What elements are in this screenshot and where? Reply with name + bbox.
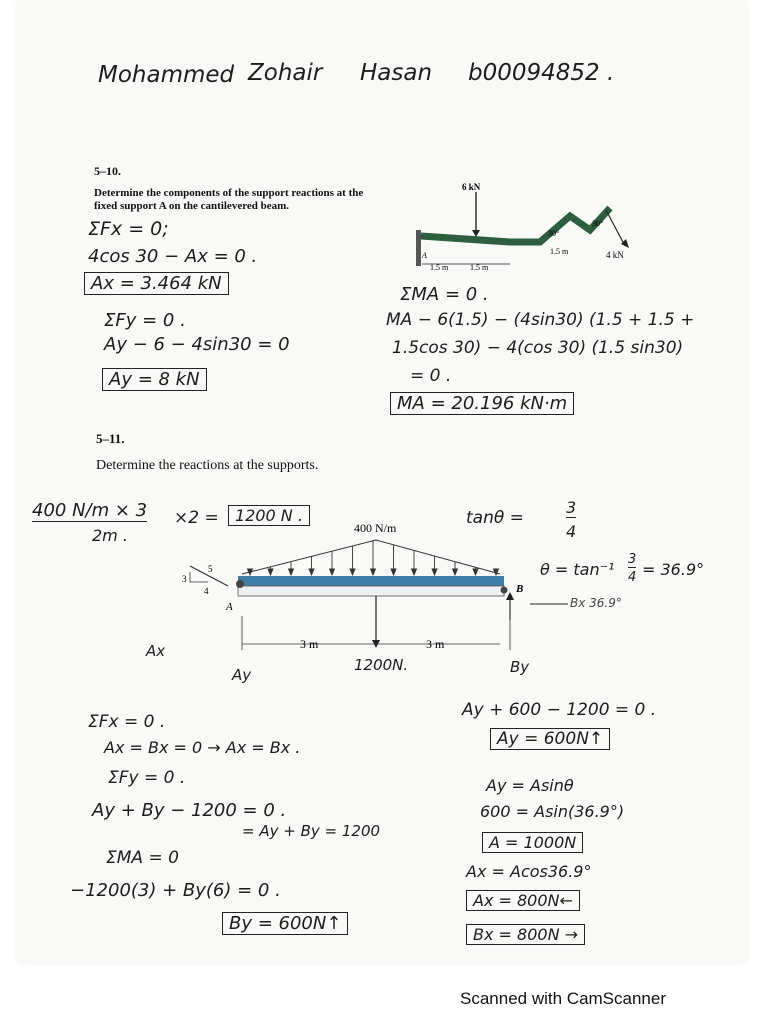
eq2-ay-sub: Ay + 600 − 1200 = 0 . — [462, 700, 657, 720]
eq-sum-fy: ΣFy = 0 . — [104, 310, 186, 331]
eq2-600-asin: 600 = Asin(36.9°) — [480, 802, 625, 821]
problem-5-11-number: 5–11. — [96, 431, 125, 446]
problem-5-10-number: 5–10. — [94, 164, 121, 178]
tan-theta-num: 3 — [566, 498, 577, 517]
load-arrow-head — [391, 569, 396, 575]
theta-eq: θ = tan⁻¹ — [540, 560, 615, 579]
load-arrow-head — [289, 569, 294, 575]
result-ay: Ay = 8 kN — [102, 368, 207, 391]
result-by: By = 600N↑ — [222, 912, 348, 935]
fig-dim-3: 1.5 m — [550, 247, 569, 256]
fig-dim-2: 1.5 m — [470, 263, 489, 272]
ax-arrow-label: Ax — [146, 642, 166, 660]
load-arrow-head — [371, 569, 376, 575]
by-arrow-label: By — [510, 658, 530, 676]
load-calc-denominator: 2m . — [92, 526, 128, 545]
eq-ax-balance: 4cos 30 − Ax = 0 . — [88, 246, 258, 267]
fig-span-2: 3 m — [426, 637, 445, 651]
fig-load-4kn: 4 kN — [606, 250, 624, 260]
problem-5-10-prompt-2: fixed support A on the cantilevered beam. — [94, 200, 290, 212]
result-ma: MA = 20.196 kN·m — [390, 392, 574, 415]
load-arrow-head — [432, 569, 437, 575]
result-ay-2: Ay = 600N↑ — [490, 728, 610, 750]
fig-angle-2: 30° — [548, 229, 560, 238]
student-id: b00094852 . — [468, 60, 615, 86]
author-middle-name: Zohair — [248, 60, 323, 86]
author-first-name: Mohammed — [98, 62, 235, 88]
load-arrow-head — [330, 569, 335, 575]
load-calc-multiplier: ×2 = — [174, 508, 219, 528]
load-arrow-head — [412, 569, 417, 575]
resultant-load-label: 1200N. — [354, 656, 409, 674]
result-a: A = 1000N — [482, 832, 583, 853]
result-ax: Ax = 3.464 kN — [84, 272, 229, 295]
eq-ay-balance: Ay − 6 − 4sin30 = 0 — [104, 334, 290, 355]
result-bx: Bx = 800N → — [466, 924, 585, 945]
fig-load-6kn: 6 kN — [462, 182, 481, 192]
load-arrow-head — [473, 569, 478, 575]
fig-tri-3: 3 — [182, 574, 187, 584]
eq-ma-line-1: MA − 6(1.5) − (4sin30) (1.5 + 1.5 + — [386, 310, 695, 330]
eq2-ay-by: Ay + By − 1200 = 0 . — [92, 800, 287, 821]
eq2-sum-fy: ΣFy = 0 . — [108, 768, 186, 788]
load-arrow-head — [309, 569, 314, 575]
eq2-ay-by-sum: = Ay + By = 1200 — [242, 822, 381, 840]
fig-point-a: A — [422, 251, 427, 260]
load-arrow-head — [453, 569, 458, 575]
ay-arrow-label: Ay — [232, 666, 252, 684]
eq-sum-fx: ΣFx = 0; — [88, 218, 169, 240]
eq-ma-line-2: 1.5cos 30) − 4(cos 30) (1.5 sin30) — [392, 338, 684, 358]
eq2-ax-bx: Ax = Bx = 0 → Ax = Bx . — [104, 738, 301, 757]
bx-label: Bx 36.9° — [570, 596, 622, 610]
fig-dim-1: 1.5 m — [430, 263, 449, 272]
load-calc-numerator: 400 N/m × 3 — [32, 500, 148, 521]
figure-5-11 — [170, 520, 570, 660]
eq2-sum-ma: ΣMA = 0 — [106, 848, 179, 868]
camscanner-footer: Scanned with CamScanner — [460, 989, 667, 1008]
eq-ma-line-3: = 0 . — [410, 366, 452, 386]
fig-label-a: A — [226, 601, 233, 613]
problem-5-11-prompt: Determine the reactions at the supports. — [96, 458, 319, 473]
load-arrow-head — [268, 569, 273, 575]
load-arrow-head — [350, 569, 355, 575]
load-calc-result: 1200 N . — [228, 505, 310, 526]
eq2-sum-fx: ΣFx = 0 . — [88, 712, 166, 732]
theta-frac-den: 4 — [628, 570, 637, 585]
fig-label-b: B — [516, 583, 524, 595]
fig-load-intensity: 400 N/m — [354, 521, 397, 535]
fig-span-1: 3 m — [300, 637, 319, 651]
eq-sum-ma: ΣMA = 0 . — [400, 284, 489, 305]
result-ax-2: Ax = 800N← — [466, 890, 580, 911]
theta-result: = 36.9° — [642, 560, 705, 579]
eq2-moment: −1200(3) + By(6) = 0 . — [70, 880, 281, 901]
tan-theta-den: 4 — [566, 522, 577, 541]
fig-tri-5: 5 — [208, 564, 213, 574]
tan-theta-lhs: tanθ = — [466, 508, 524, 528]
fig-tri-4: 4 — [204, 586, 209, 596]
eq2-ax-acos: Ax = Acos36.9° — [466, 862, 592, 881]
eq2-ay-asin: Ay = Asinθ — [486, 776, 574, 795]
theta-frac-num: 3 — [628, 552, 637, 567]
author-last-name: Hasan — [360, 60, 433, 86]
fig-angle-1: 30° — [592, 219, 604, 228]
figure-5-10 — [410, 178, 640, 278]
problem-5-10-prompt-1: Determine the components of the support reactions at the — [94, 187, 364, 199]
